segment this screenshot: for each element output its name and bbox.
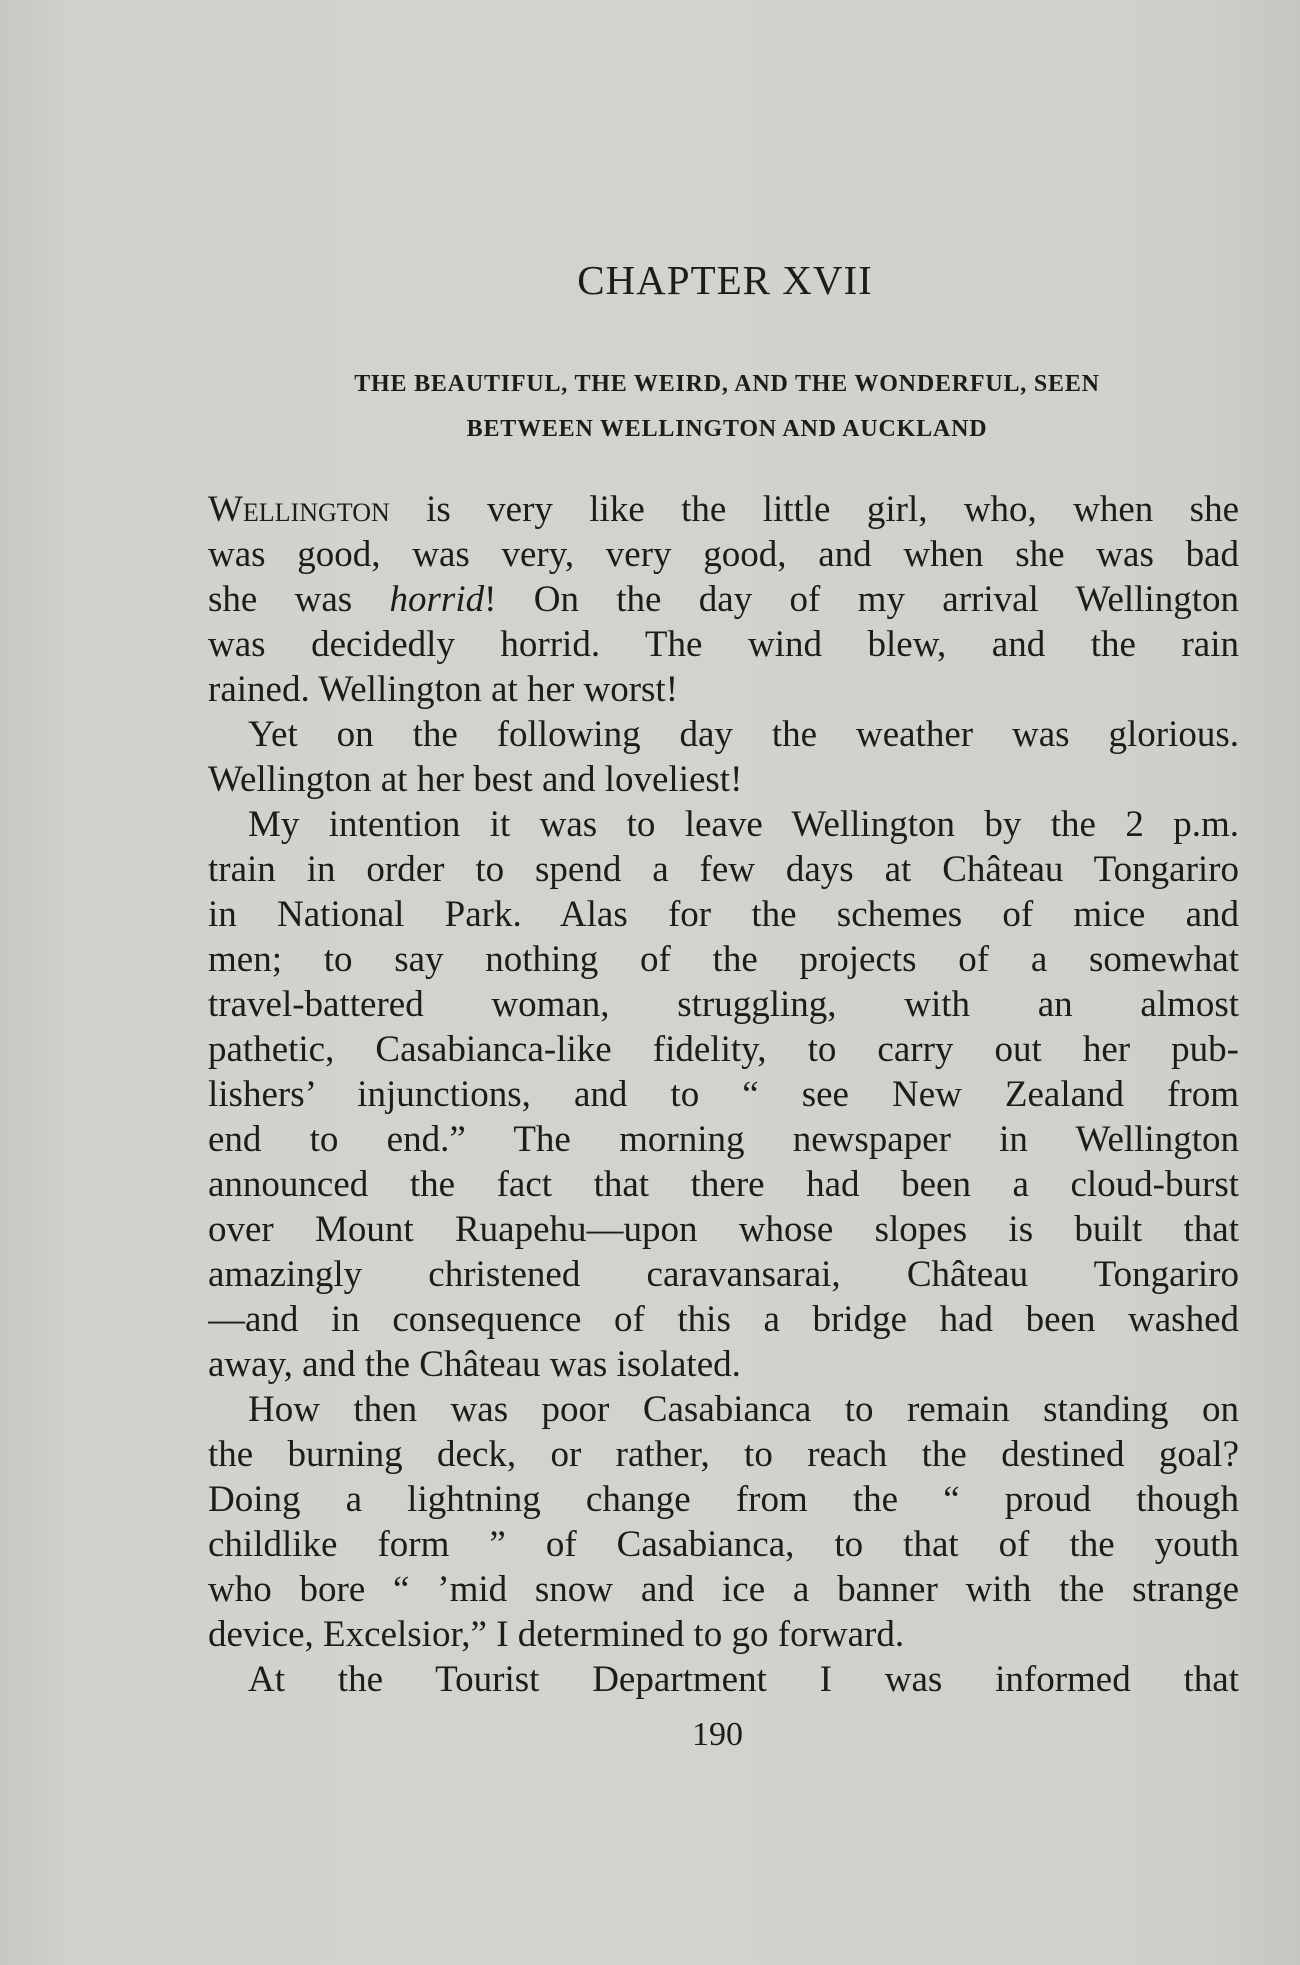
text-line: announced the fact that there had been a cloud-burst bbox=[208, 1164, 1239, 1205]
line-text: she was bbox=[208, 579, 390, 620]
text-line: At the Tourist Department I was informed that bbox=[248, 1659, 1239, 1700]
text-line: lishers’ injunctions, and to “ see New Zealand from bbox=[208, 1074, 1239, 1115]
text-line: was decidedly horrid. The wind blew, and the rain bbox=[208, 624, 1239, 665]
text-line: Doing a lightning change from the “ proud though bbox=[208, 1479, 1239, 1520]
subtitle-line: BETWEEN WELLINGTON AND AUCKLAND bbox=[466, 416, 988, 442]
text-line: My intention it was to leave Wellington by the 2 p.m. bbox=[248, 804, 1239, 845]
text-line: away, and the Château was isolated. bbox=[208, 1344, 741, 1385]
chapter-subtitle bbox=[232, 362, 1222, 452]
text-line bbox=[208, 577, 1239, 622]
text-line: end to end.” The morning newspaper in Wellington bbox=[208, 1119, 1239, 1160]
text-line: pathetic, Casabianca-like fidelity, to carry out her pub- bbox=[208, 1029, 1239, 1070]
text-line: who bore “ ’mid snow and ice a banner with the strange bbox=[208, 1569, 1239, 1610]
italic-word: horrid bbox=[389, 579, 485, 620]
text-line: device, Excelsior,” I determined to go forward. bbox=[208, 1614, 905, 1655]
text-line bbox=[208, 487, 1239, 532]
text-line: train in order to spend a few days at Château Tongariro bbox=[208, 849, 1239, 890]
text-line: rained. Wellington at her worst! bbox=[208, 669, 679, 710]
text-line: men; to say nothing of the projects of a somewhat bbox=[208, 939, 1239, 980]
chapter-title: CHAPTER XVII bbox=[577, 257, 873, 303]
body-text bbox=[208, 487, 1239, 1702]
drop-word: Wellington bbox=[208, 489, 390, 530]
line-text: ! On the day of my arrival Wellington bbox=[484, 579, 1239, 620]
text-line: was good, was very, very good, and when she was bad bbox=[208, 534, 1239, 575]
text-line: Yet on the following day the weather was glorious. bbox=[248, 714, 1239, 755]
page-number: 190 bbox=[692, 1716, 743, 1753]
text-line: Wellington at her best and loveliest! bbox=[208, 759, 743, 800]
text-line: —and in consequence of this a bridge had been washed bbox=[208, 1299, 1239, 1340]
line-text: is very like the little girl, who, when she bbox=[389, 489, 1239, 530]
text-line: the burning deck, or rather, to reach the destined goal? bbox=[208, 1434, 1239, 1475]
text-line: amazingly christened caravansarai, Château Tongariro bbox=[208, 1254, 1239, 1295]
subtitle-line: THE BEAUTIFUL, THE WEIRD, AND THE WONDERFUL, SEEN bbox=[354, 371, 1100, 397]
text-line: in National Park. Alas for the schemes of mice and bbox=[208, 894, 1239, 935]
text-line: over Mount Ruapehu—upon whose slopes is built that bbox=[208, 1209, 1239, 1250]
text-line: travel-battered woman, struggling, with an almost bbox=[208, 984, 1239, 1025]
text-line: childlike form ” of Casabianca, to that of the youth bbox=[208, 1524, 1239, 1565]
text-line: How then was poor Casabianca to remain standing on bbox=[248, 1389, 1239, 1430]
